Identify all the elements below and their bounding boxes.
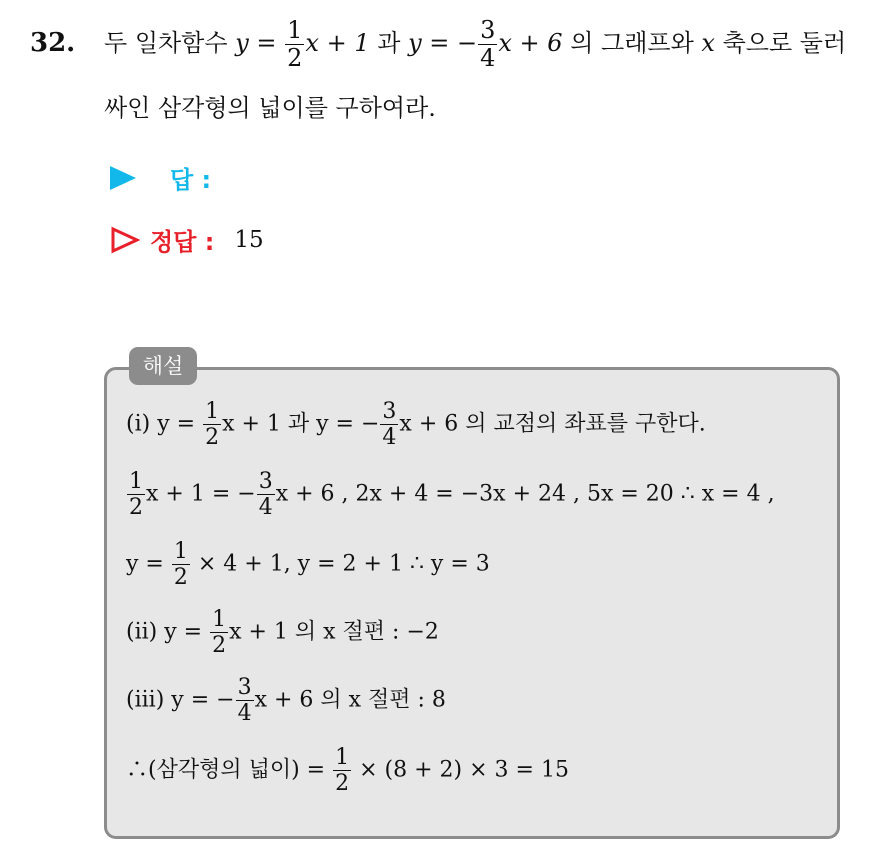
fraction: $\frac{3}{4}$ — [237, 675, 252, 727]
eq1-lhs: y = — [235, 29, 277, 58]
answer-label: 답 : — [170, 166, 212, 194]
problem-line-2: 싸인 삼각형의 넓이를 구하여라. — [104, 94, 436, 122]
solution-value: 15 — [234, 226, 264, 253]
explanation-line-3: y = $\frac{1}{2}$ × 4 + 1, y = 2 + 1 ∴ y = 3 — [126, 539, 490, 591]
problem-intro: 두 일차함수 — [104, 29, 228, 58]
conj: 과 — [377, 29, 401, 58]
eq2-lhs: y = − — [408, 29, 478, 58]
fraction: $\frac{1}{2}$ — [205, 399, 220, 451]
fraction: $\frac{3}{4}$ — [382, 399, 397, 451]
eq2-rest: x + 6 — [498, 29, 563, 58]
fraction: $\frac{1}{2}$ — [335, 745, 350, 797]
explanation-tab: 해설 — [129, 347, 197, 385]
var-x: x — [701, 29, 715, 58]
fraction: $\frac{1}{2}$ — [129, 469, 143, 521]
problem-tail: 축으로 둘러 — [722, 29, 847, 58]
explanation-line-2: $\frac{1}{2}$ x + 1 = − $\frac{3}{4}$ x + 6 , 2x + 4 = −3x + 24 , 5x = 20 ∴ x = 4 , — [129, 469, 775, 521]
eq1-fraction: $\frac{1}{2}$ — [287, 16, 303, 73]
problem-number: 32. — [30, 28, 76, 58]
solution-row — [110, 222, 264, 257]
fraction: $\frac{3}{4}$ — [258, 469, 273, 521]
fraction: $\frac{1}{2}$ — [212, 607, 227, 659]
explanation-line-5: (iii) y = − $\frac{3}{4}$ x + 6 의 x 절편 : 8 — [126, 675, 446, 727]
solution-label: 정답 : — [150, 228, 215, 256]
explanation-line-4: (ii) y = $\frac{1}{2}$ x + 1 의 x 절편 : −2 — [126, 607, 439, 659]
eq2-fraction: $\frac{3}{4}$ — [480, 16, 496, 73]
problem-mid: 의 그래프와 — [570, 29, 694, 58]
play-triangle-icon — [110, 166, 136, 190]
answer-row — [110, 160, 211, 195]
outline-triangle-icon — [110, 226, 140, 254]
explanation-line-6: ∴(삼각형의 넓이) = $\frac{1}{2}$ × (8 + 2) × 3 = 15 — [126, 745, 569, 797]
explanation-line-1: (i) y = $\frac{1}{2}$ x + 1 과 y = − $\frac{3}{4}$ x + 6 의 교점의 좌표를 구한다. — [126, 399, 706, 451]
problem-line-1 — [104, 18, 846, 71]
eq1-rest: x + 1 — [305, 29, 370, 58]
fraction: $\frac{1}{2}$ — [173, 539, 188, 591]
